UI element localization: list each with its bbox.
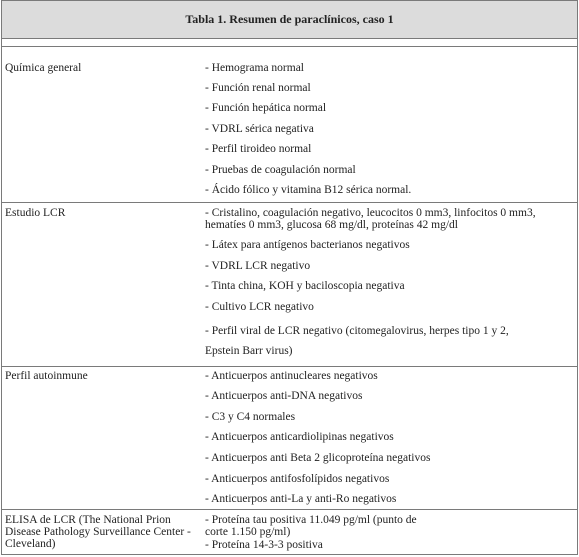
result-item: - VDRL sérica negativa [205, 123, 314, 135]
result-item: - Función renal normal [205, 82, 311, 94]
result-item: - C3 y C4 normales [205, 411, 296, 423]
result-item: - Perfil viral de LCR negativo (citomegalovirus, herpes tipo 1 y 2, Epstein Barr virus) [205, 325, 509, 357]
category-perfil-autoinmune: Perfil autoinmune [5, 370, 88, 382]
category-estudio-lcr: Estudio LCR [5, 207, 66, 219]
result-item: - Anticuerpos antifosfolípidos negativos [205, 473, 390, 485]
category-quimica-general: Química general [5, 62, 82, 74]
result-item: - Cristalino, coagulación negativo, leucocitos 0 mm3, linfocitos 0 mm3, hematíes 0 mm3, glucosa 68 mg/dl, proteínas 42 mg/dl [205, 207, 536, 231]
result-item: - Proteína 14-3-3 positiva [205, 539, 323, 551]
result-item: - Anticuerpos anti Beta 2 glicoproteína negativos [205, 452, 431, 464]
results-table [1, 0, 578, 555]
result-item: - Hemograma normal [205, 62, 304, 74]
result-item: - Proteína tau positiva 11.049 pg/ml (punto de corte 1.150 pg/ml) [205, 514, 417, 538]
result-item: - VDRL LCR negativo [205, 260, 311, 272]
result-item: - Cultivo LCR negativo [205, 301, 314, 313]
result-item: - Perfil tiroideo normal [205, 143, 312, 155]
result-item: - Anticuerpos anticardiolipinas negativos [205, 431, 394, 443]
table-title: Tabla 1. Resumen de paraclínicos, caso 1 [185, 12, 394, 26]
category-elisa-lcr: ELISA de LCR (The National Prion Disease Pathology Surveillance Center - Cleveland) [5, 514, 191, 550]
result-item: - Anticuerpos anti-La y anti-Ro negativos [205, 493, 397, 505]
result-item: - Anticuerpos antinucleares negativos [205, 370, 378, 382]
result-item: - Anticuerpos anti-DNA negativos [205, 390, 363, 402]
row-divider [2, 202, 577, 203]
result-item: - Función hepática normal [205, 102, 327, 114]
row-divider [2, 46, 577, 47]
row-divider [2, 366, 577, 367]
result-item: - Tinta china, KOH y baciloscopia negativa [205, 280, 405, 292]
table-title-band [2, 1, 577, 39]
result-item: - Látex para antígenos bacterianos negativos [205, 239, 410, 251]
result-item: - Ácido fólico y vitamina B12 sérica normal. [205, 184, 412, 196]
result-item: - Pruebas de coagulación normal [205, 164, 356, 176]
row-divider [2, 509, 577, 510]
